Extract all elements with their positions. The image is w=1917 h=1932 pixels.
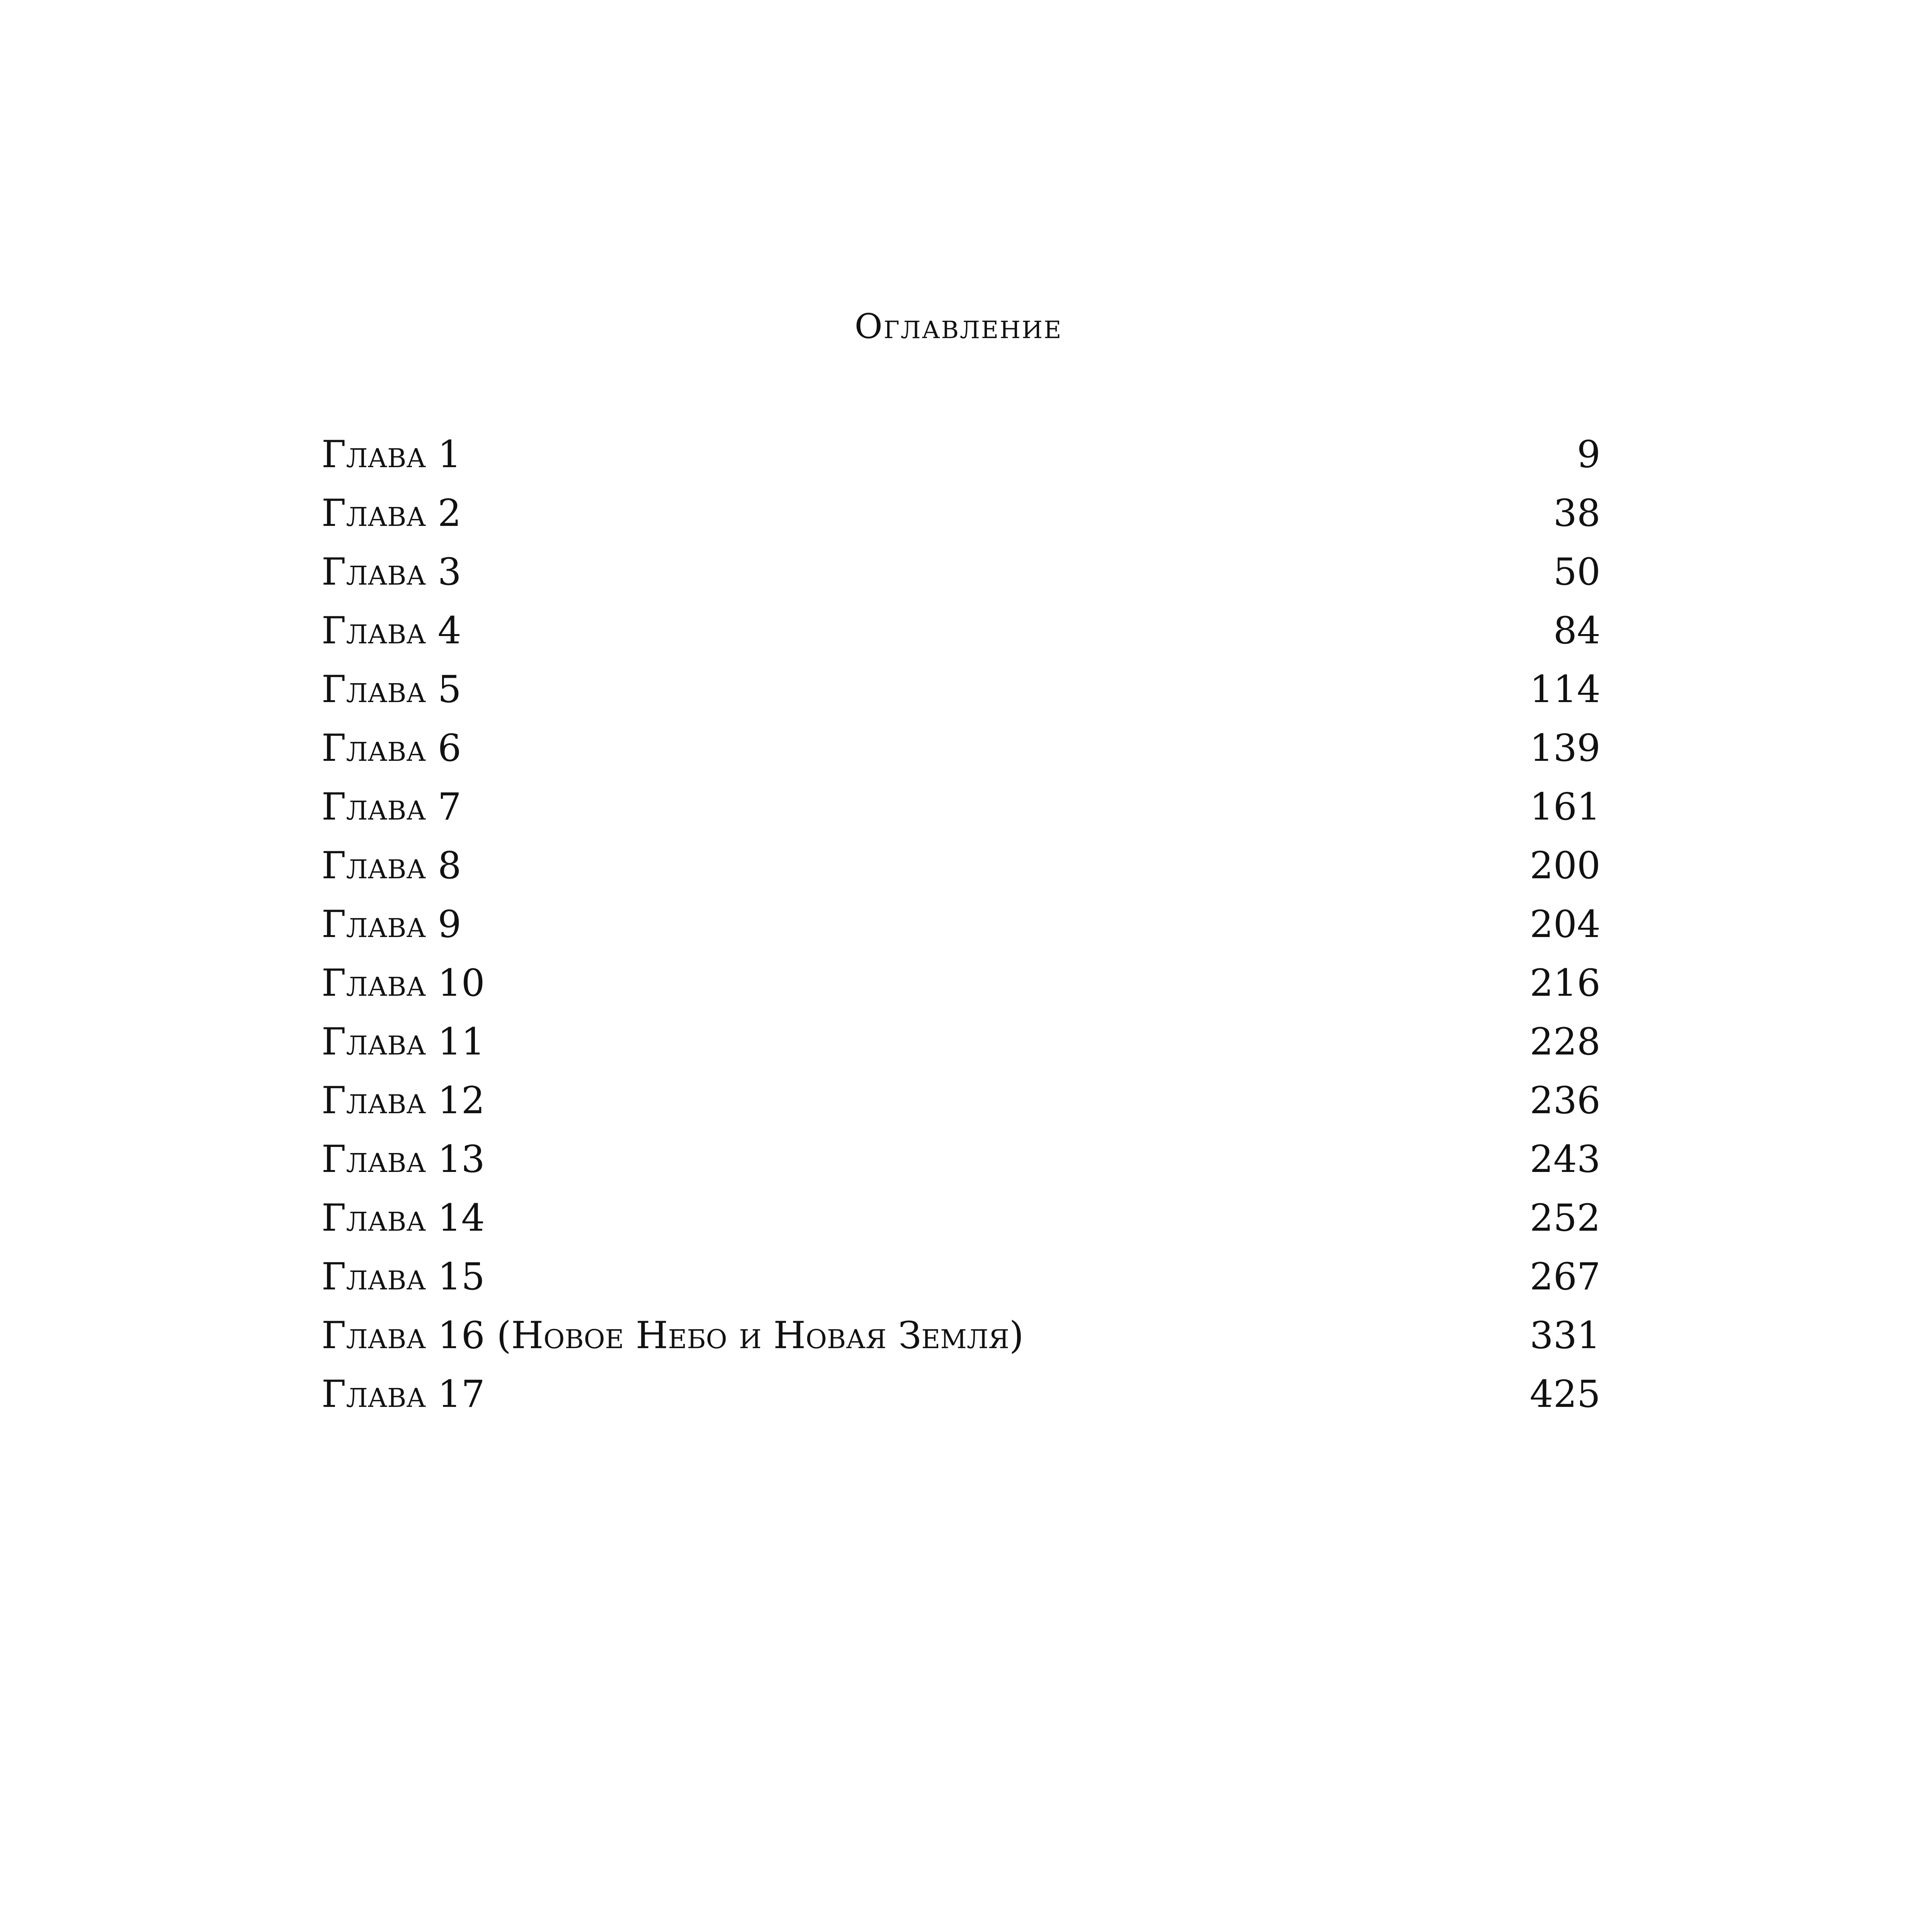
toc-entry[interactable] xyxy=(321,1365,1601,1423)
toc-entry[interactable] xyxy=(321,601,1601,660)
toc-entry-page: 114 xyxy=(1529,668,1601,711)
toc-entry[interactable] xyxy=(321,1306,1601,1365)
toc-entry-page: 9 xyxy=(1577,433,1601,476)
toc-entry-label: Глава 5 xyxy=(321,668,461,711)
toc-entry[interactable] xyxy=(321,777,1601,836)
toc-entry-page: 200 xyxy=(1529,844,1601,887)
toc-entry-label: Глава 14 xyxy=(321,1196,485,1240)
toc-entry-page: 161 xyxy=(1529,785,1601,828)
toc-entry[interactable] xyxy=(321,895,1601,954)
toc-entry[interactable] xyxy=(321,719,1601,777)
toc-entry-page: 204 xyxy=(1529,903,1601,946)
toc-entry-label: Глава 11 xyxy=(321,1020,485,1063)
toc-entry-page: 236 xyxy=(1529,1079,1601,1122)
toc-entry-page: 228 xyxy=(1529,1020,1601,1063)
toc-entry-page: 243 xyxy=(1529,1138,1601,1181)
toc-entry[interactable] xyxy=(321,1071,1601,1130)
toc-entry-page: 84 xyxy=(1553,609,1601,652)
toc-entry-page: 331 xyxy=(1529,1314,1601,1357)
toc-entry[interactable] xyxy=(321,660,1601,719)
toc-entry-page: 216 xyxy=(1529,961,1601,1005)
toc-entry-label: Глава 13 xyxy=(321,1138,485,1181)
toc-entry[interactable] xyxy=(321,543,1601,601)
toc-entry-label: Глава 6 xyxy=(321,726,461,770)
toc-entry[interactable] xyxy=(321,1247,1601,1306)
toc-entry[interactable] xyxy=(321,1012,1601,1071)
toc-entry-label: Глава 10 xyxy=(321,961,485,1005)
toc-entry[interactable] xyxy=(321,425,1601,484)
toc-entry-page: 50 xyxy=(1553,550,1601,594)
toc-entry-page: 267 xyxy=(1529,1255,1601,1298)
toc-entry[interactable] xyxy=(321,836,1601,895)
toc-entry-label: Глава 17 xyxy=(321,1372,485,1416)
toc-entry-label: Глава 4 xyxy=(321,609,461,652)
toc-entry-page: 38 xyxy=(1553,492,1601,535)
toc-entry-page: 252 xyxy=(1529,1196,1601,1240)
toc-entry-label: Глава 1 xyxy=(321,433,461,476)
toc-entry-label: Глава 2 xyxy=(321,492,461,535)
toc-entry-label: Глава 16 (Новое Небо и Новая Земля) xyxy=(321,1314,1024,1357)
toc-entry[interactable] xyxy=(321,1189,1601,1247)
toc-entry-label: Глава 15 xyxy=(321,1255,485,1298)
page-title: Оглавление xyxy=(854,306,1063,346)
toc-entry-label: Глава 8 xyxy=(321,844,461,887)
toc-entry-page: 425 xyxy=(1529,1372,1601,1416)
toc-entry-label: Глава 12 xyxy=(321,1079,485,1122)
toc-entry-label: Глава 7 xyxy=(321,785,461,828)
toc-entry-label: Глава 9 xyxy=(321,903,461,946)
toc-entry[interactable] xyxy=(321,484,1601,543)
table-of-contents xyxy=(321,425,1601,1423)
toc-entry-page: 139 xyxy=(1529,726,1601,770)
toc-entry[interactable] xyxy=(321,1130,1601,1189)
toc-entry-label: Глава 3 xyxy=(321,550,461,594)
toc-entry[interactable] xyxy=(321,954,1601,1012)
